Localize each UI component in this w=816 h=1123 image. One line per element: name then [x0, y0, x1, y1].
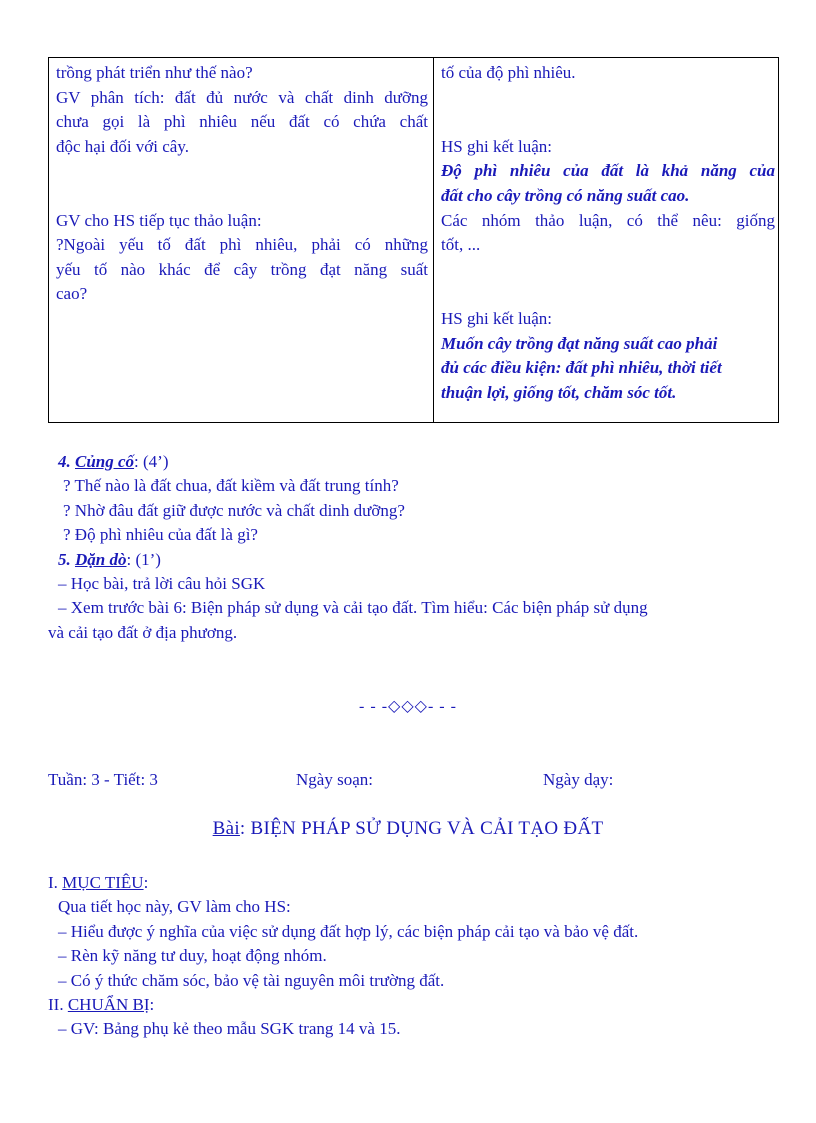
objective-item: – Hiểu được ý nghĩa của việc sử dụng đất hợp lý, các biện pháp cải tạo và bảo vệ đất. — [58, 921, 639, 941]
section-separator: - - -◇◇◇- - - — [359, 698, 457, 715]
hs-conclusion-label: HS ghi kết luận: — [441, 308, 552, 328]
objective-item: – Có ý thức chăm sóc, bảo vệ tài nguyên môi trường đất. — [58, 970, 445, 990]
review-section — [48, 450, 788, 645]
teacher-line: chưa gọi là phì nhiêu nếu đất có chứa chất — [56, 112, 428, 132]
conclusion-text: thuận lợi, giống tốt, chăm sóc tốt. — [441, 382, 677, 402]
activity-table — [48, 57, 779, 423]
teacher-line: trồng phát triển như thế nào? — [56, 63, 253, 82]
date-taught: Ngày dạy: — [543, 770, 614, 789]
teacher-line: ?Ngoài yếu tố đất phì nhiêu, phải có những — [56, 235, 428, 255]
objectives-section — [48, 871, 788, 1042]
week-period: Tuần: 3 - Tiết: 3 — [48, 770, 158, 789]
cungco-title: Củng cố — [75, 452, 135, 471]
homework-item: – Học bài, trả lời câu hỏi SGK — [58, 573, 266, 593]
preparation-item: – GV: Bảng phụ kẻ theo mẫu SGK trang 14 và 15. — [58, 1019, 401, 1039]
objectives-numeral: I. — [48, 873, 63, 892]
dando-time: : (1’) — [126, 549, 161, 569]
teacher-line: GV phân tích: đất đủ nước và chất dinh dưỡng — [56, 87, 428, 107]
date-prepared: Ngày soạn: — [296, 770, 373, 789]
lesson-title-prefix: Bài — [212, 818, 240, 839]
conclusion-text: đất cho cây trồng có năng suất cao. — [441, 185, 690, 205]
dando-title: Dặn dò — [75, 549, 127, 569]
student-line: tốt, ... — [441, 235, 481, 255]
conclusion-text: Độ phì nhiêu của đất là khả năng của — [441, 161, 775, 181]
teacher-line: yếu tố nào khác để cây trồng đạt năng suất — [56, 259, 428, 279]
homework-item: – Xem trước bài 6: Biện pháp sử dụng và cải tạo đất. Tìm hiểu: Các biện pháp sử dụng — [58, 598, 648, 618]
conclusion-text: đủ các điều kiện: đất phì nhiêu, thời tiết — [441, 358, 722, 378]
teacher-activity-cell — [56, 61, 428, 307]
teacher-line: độc hại đối với cây. — [56, 136, 189, 156]
teacher-line: GV cho HS tiếp tục thảo luận: — [56, 210, 262, 230]
preparation-colon: : — [149, 994, 155, 1014]
cungco-heading — [48, 450, 788, 474]
lesson-title-text: : BIỆN PHÁP SỬ DỤNG VÀ CẢI TẠO ĐẤT — [239, 818, 604, 839]
teacher-line: cao? — [56, 284, 88, 304]
dando-heading — [48, 548, 788, 572]
objectives-colon: : — [143, 873, 149, 892]
cungco-number: 4. — [58, 452, 71, 471]
homework-item-continued: và cải tạo đất ở địa phương. — [48, 622, 238, 642]
objectives-intro: Qua tiết học này, GV làm cho HS: — [58, 897, 291, 917]
objectives-title: MỤC TIÊU — [62, 873, 144, 892]
objective-item: – Rèn kỹ năng tư duy, hoạt động nhóm. — [58, 946, 327, 966]
preparation-numeral: II. — [48, 994, 68, 1014]
table-column-divider — [433, 58, 434, 422]
dando-number: 5. — [58, 549, 71, 569]
student-activity-cell — [441, 61, 775, 405]
cungco-time: : (4’) — [134, 452, 169, 471]
hs-conclusion-label: HS ghi kết luận: — [441, 136, 552, 156]
preparation-title: CHUẨN BỊ — [67, 994, 150, 1014]
lesson-title — [0, 818, 816, 840]
review-question: ? Thế nào là đất chua, đất kiềm và đất trung tính? — [63, 476, 399, 496]
review-question: ? Nhờ đâu đất giữ được nước và chất dinh dưỡng? — [63, 500, 405, 520]
objectives-heading — [48, 871, 788, 895]
student-line: tố của độ phì nhiêu. — [441, 63, 576, 82]
student-line: Các nhóm thảo luận, có thể nêu: giống — [441, 210, 775, 230]
preparation-heading — [48, 993, 788, 1017]
review-question: ? Độ phì nhiêu của đất là gì? — [63, 525, 258, 545]
conclusion-text: Muốn cây trồng đạt năng suất cao phải — [441, 333, 718, 353]
